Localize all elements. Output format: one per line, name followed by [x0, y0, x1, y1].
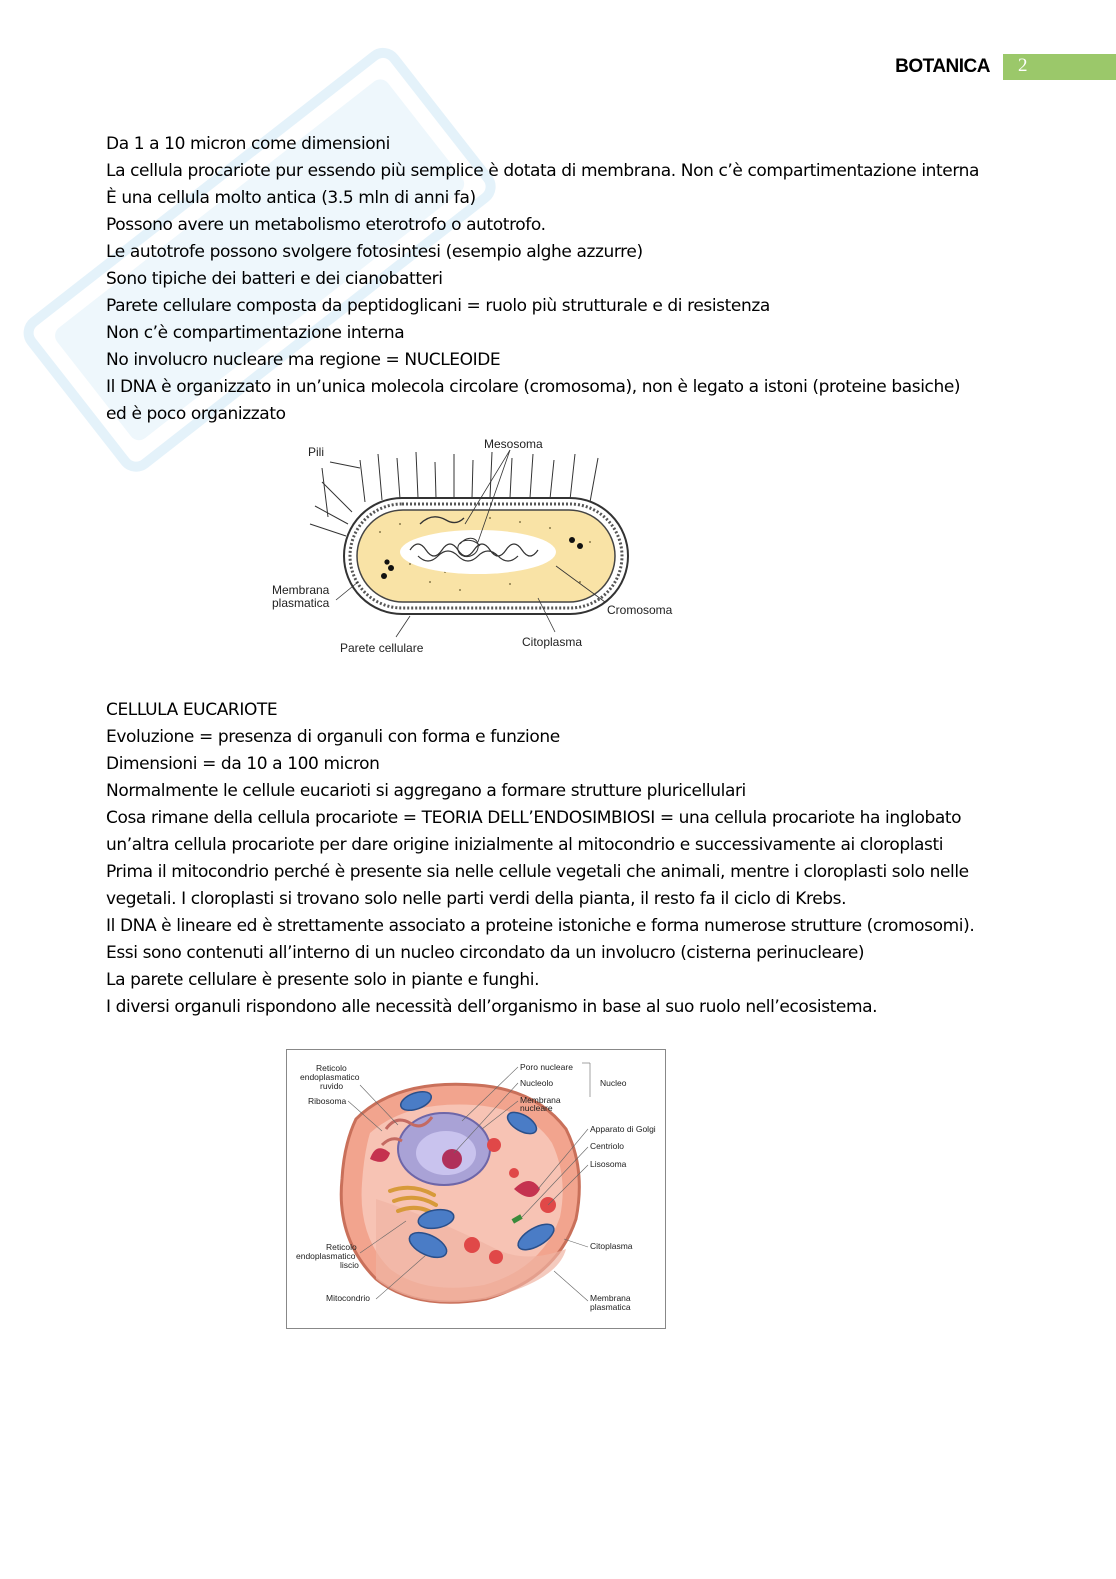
section-heading: CELLULA EUCARIOTE: [106, 700, 278, 720]
text-line: Sono tipiche dei batteri e dei cianobatteri: [106, 269, 443, 289]
text-line: Evoluzione = presenza di organuli con forma e funzione: [106, 727, 560, 747]
label-lisosoma: Lisosoma: [590, 1159, 627, 1169]
label-rer-1: Reticolo: [316, 1063, 347, 1073]
label-membrana-1: Membrana: [272, 583, 330, 597]
label-cromosoma: Cromosoma: [607, 603, 673, 617]
label-membrana-plasmatica-1: Membrana: [590, 1293, 631, 1303]
text-line: No involucro nucleare ma regione = NUCLEOIDE: [106, 350, 501, 370]
label-centriolo: Centriolo: [590, 1141, 625, 1151]
label-citoplasma: Citoplasma: [522, 635, 583, 649]
text-line: Il DNA è lineare ed è strettamente associato a proteine istoniche e forma numerose strutture (cromosomi).: [106, 916, 975, 936]
label-rel-1: Reticolo: [326, 1242, 357, 1252]
label-rel-2: endoplasmatico: [296, 1251, 356, 1261]
text-line: La parete cellulare è presente solo in piante e funghi.: [106, 970, 540, 990]
label-golgi: Apparato di Golgi: [590, 1124, 656, 1134]
text-line: Il DNA è organizzato in un’unica molecola circolare (cromosoma), non è legato a istoni (proteine basiche): [106, 377, 961, 397]
text-line: Essi sono contenuti all’interno di un nucleo circondato da un involucro (cisterna perinucleare): [106, 943, 865, 963]
label-nucleo: Nucleo: [600, 1078, 627, 1088]
label-rel-3: liscio: [340, 1260, 359, 1270]
label-membrana-2: plasmatica: [272, 596, 330, 610]
text-line: I diversi organuli rispondono alle necessità dell’organismo in base al suo ruolo nell’ecosistema.: [106, 997, 878, 1017]
label-membrana-nucleare-1: Membrana: [520, 1095, 561, 1105]
text-line: È una cellula molto antica (3.5 mln di anni fa): [106, 188, 476, 208]
label-rer-2: endoplasmatico: [300, 1072, 360, 1082]
eukaryote-text: [106, 697, 1026, 1021]
label-poro-nucleare: Poro nucleare: [520, 1062, 573, 1072]
text-line: Parete cellulare composta da peptidoglicani = ruolo più strutturale e di resistenza: [106, 296, 770, 316]
text-line: Prima il mitocondrio perché è presente sia nelle cellule vegetali che animali, mentre i cloroplasti solo nelle: [106, 862, 969, 882]
page-number: 2: [1018, 55, 1028, 76]
label-membrana-plasmatica-2: plasmatica: [590, 1302, 631, 1312]
label-rer-3: ruvido: [320, 1081, 344, 1091]
label-pili: Pili: [308, 445, 325, 459]
text-line: Da 1 a 10 micron come dimensioni: [106, 134, 390, 154]
text-line: Non c’è compartimentazione interna: [106, 323, 405, 343]
text-line: Normalmente le cellule eucarioti si aggregano a formare strutture pluricellulari: [106, 781, 746, 801]
label-parete-cellulare: Parete cellulare: [340, 641, 424, 655]
eukaryote-cell-diagram: [286, 1049, 666, 1329]
text-line: Dimensioni = da 10 a 100 micron: [106, 754, 380, 774]
label-mitocondrio: Mitocondrio: [326, 1293, 370, 1303]
text-line: Le autotrofe possono svolgere fotosintesi (esempio alghe azzurre): [106, 242, 643, 262]
label-mesosoma: Mesosoma: [484, 437, 543, 451]
text-line: un’altra cellula procariote per dare origine inizialmente al mitocondrio e successivamente ai cloroplasti: [106, 835, 944, 855]
text-line: ed è poco organizzato: [106, 404, 286, 424]
text-line: Possono avere un metabolismo eterotrofo o autotrofo.: [106, 215, 546, 235]
prokaryote-cell-diagram: [260, 432, 690, 664]
label-citoplasma: Citoplasma: [590, 1241, 633, 1251]
text-line: Cosa rimane della cellula procariote = TEORIA DELL’ENDOSIMBIOSI = una cellula procariote ha inglobato: [106, 808, 962, 828]
prokaryote-text: [106, 131, 1026, 428]
header-title: BOTANICA: [895, 56, 990, 77]
text-line: La cellula procariote pur essendo più semplice è dotata di membrana. Non c’è compartimentazione interna: [106, 161, 980, 181]
label-nucleolo: Nucleolo: [520, 1078, 554, 1088]
text-line: vegetali. I cloroplasti si trovano solo nelle parti verdi della pianta, il resto fa il ciclo di Krebs.: [106, 889, 847, 909]
label-ribosoma: Ribosoma: [308, 1096, 347, 1106]
label-membrana-nucleare-2: nucleare: [520, 1103, 553, 1113]
header-accent-bar: [1003, 54, 1116, 80]
